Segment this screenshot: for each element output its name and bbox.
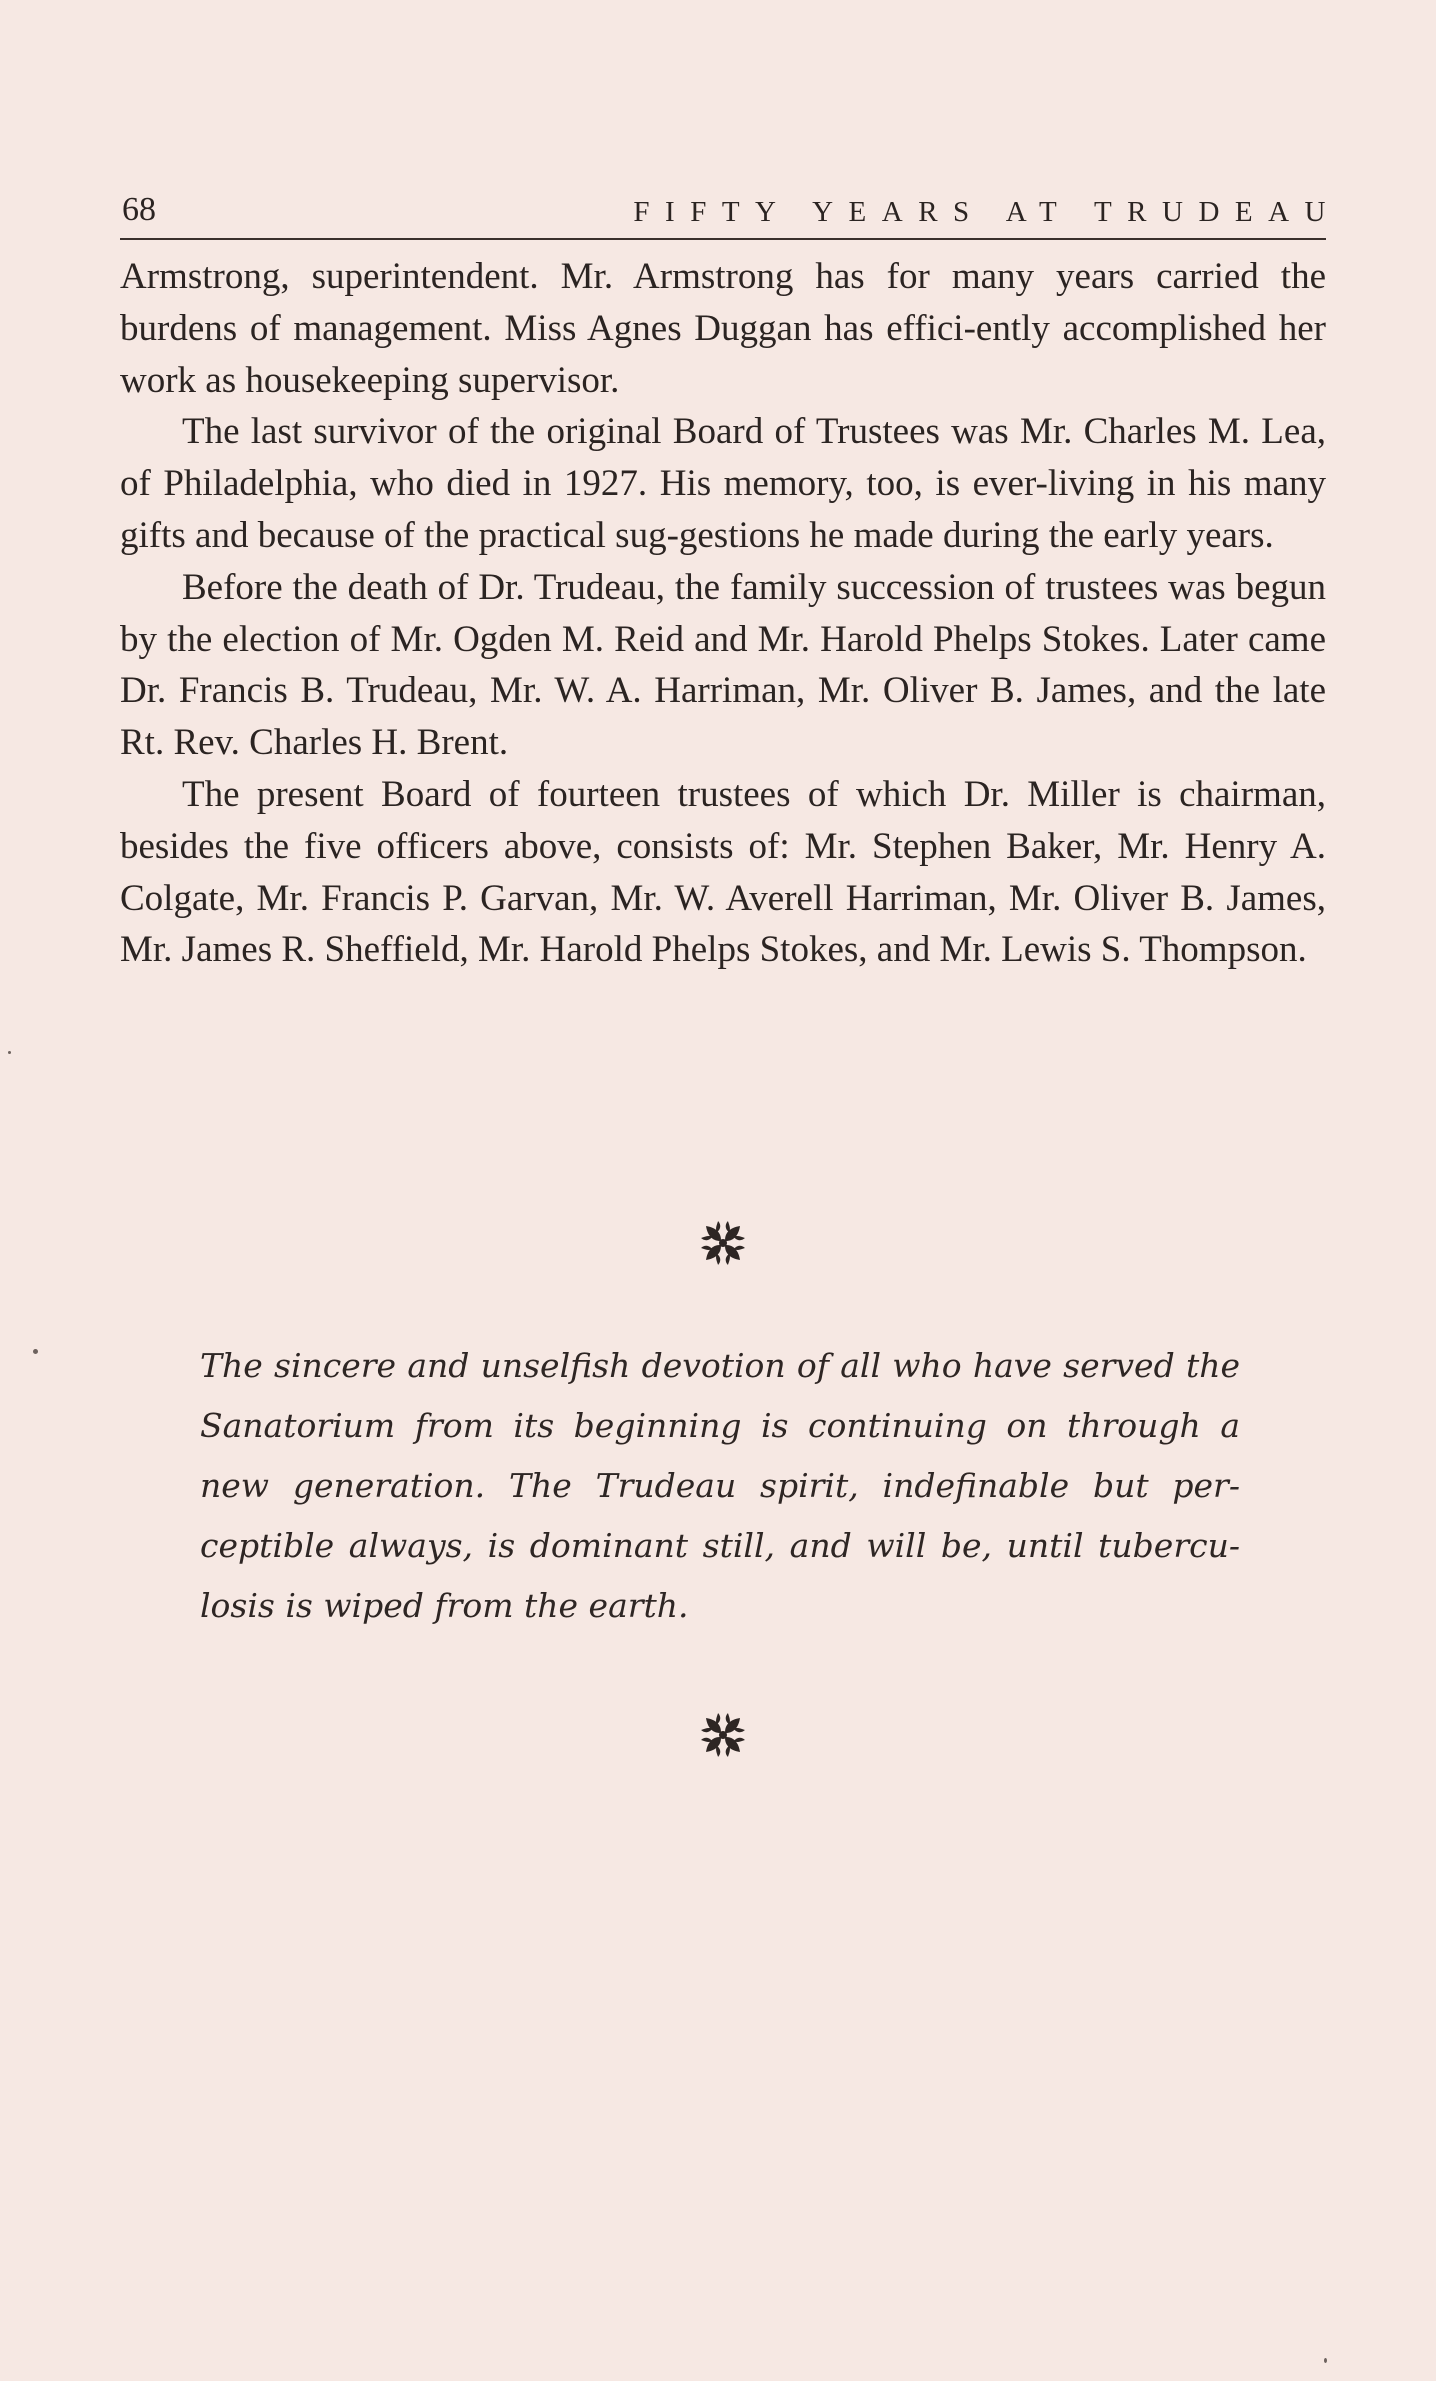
paragraph: Armstrong, superintendent. Mr. Armstrong has for many years carried the burdens of management. Miss Agnes Duggan has effici-ently accomplished her work as housekeeping supervisor. xyxy=(120,256,1326,401)
fleuron-icon xyxy=(696,1216,750,1270)
page-number: 68 xyxy=(122,191,156,228)
running-title: FIFTY YEARS AT TRUDEAU xyxy=(633,196,1341,228)
fleuron-icon xyxy=(696,1708,750,1762)
paper-speck xyxy=(8,1051,11,1054)
running-head xyxy=(120,188,1341,240)
closing-quote xyxy=(200,1336,1240,1636)
paragraph: The present Board of fourteen trustees of which Dr. Miller is chairman, besides the five officers above, consists of: Mr. Stephen Baker, Mr. Henry A. Colgate, Mr. Francis P. Garvan, Mr. W. Averell Harriman, Mr. Oliver B. James, Mr. James R. Sheffield, Mr. Harold Phelps Stokes, and Mr. Lewis S. Thompson. xyxy=(120,773,1326,971)
paragraph: Before the death of Dr. Trudeau, the family succession of trustees was begun by the election of Mr. Ogden M. Reid and Mr. Harold Phelps Stokes. Later came Dr. Francis B. Trudeau, Mr. W. A. Harriman, Mr. Oliver B. James, and the late Rt. Rev. Charles H. Brent. xyxy=(120,566,1326,764)
paper-speck xyxy=(33,1349,38,1354)
quote-text: The sincere and unselfish devotion of all who have served the Sanatorium from its beginning is continuing on through a new generation. The Trudeau spirit, indefinable but per-ceptible always, is dominant still, and will be, until tubercu-losis is wiped from the earth. xyxy=(200,1346,1240,1625)
body-text xyxy=(120,251,1326,976)
paper-speck xyxy=(1324,2358,1327,2363)
paragraph: The last survivor of the original Board of Trustees was Mr. Charles M. Lea, of Philadelphia, who died in 1927. His memory, too, is ever-living in his many gifts and because of the practical sug-gestions he made during the early years. xyxy=(120,411,1326,556)
